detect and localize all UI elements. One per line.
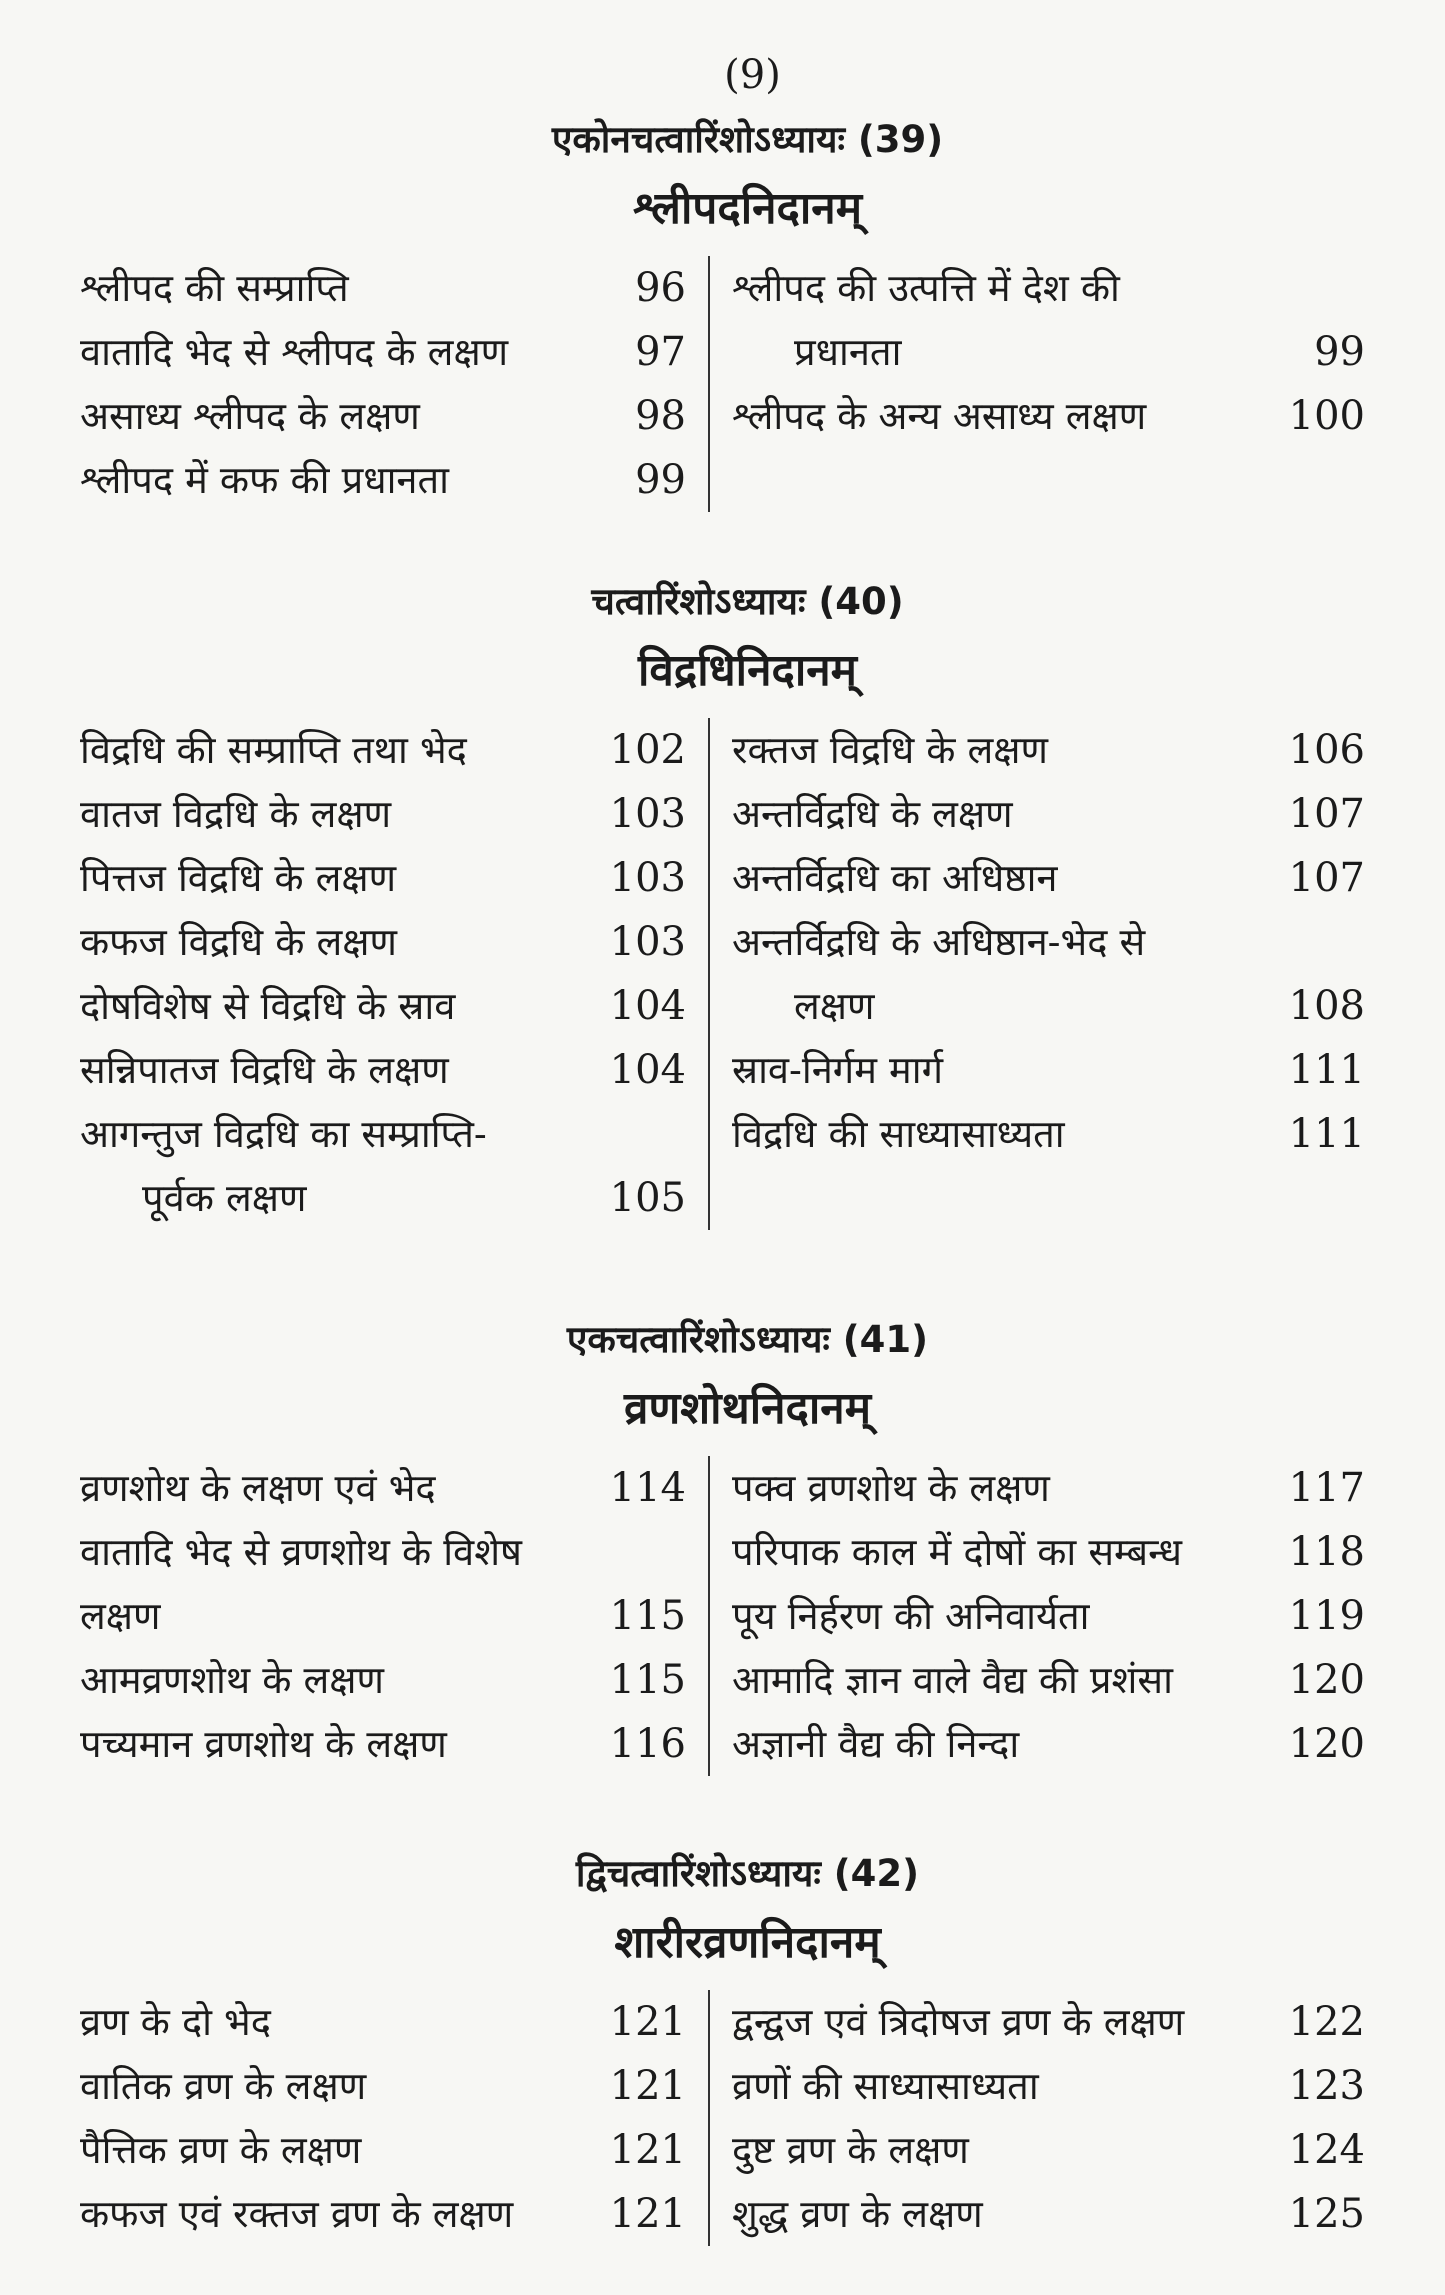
toc-entry [732,2182,1365,2246]
toc-entry-title [80,1990,596,2054]
toc-entry-title [80,384,596,448]
toc-entry [732,384,1365,448]
toc-entry-page: 107 [1288,791,1365,837]
toc-entry [732,910,1365,1038]
toc-entry [732,846,1365,910]
toc-entry-continuation: प्रधानता [794,330,902,374]
toc-entry-text: शुद्ध व्रण के लक्षण [732,2192,983,2236]
toc-entry-page: 121 [609,2063,686,2109]
toc-entry-page: 121 [609,2127,686,2173]
toc-entry [80,2054,686,2118]
toc-columns [80,256,1365,512]
toc-entry [732,256,1365,384]
toc-entry-text: श्लीपद के अन्य असाध्य लक्षण [732,394,1147,438]
chapter-heading: एकचत्वारिंशोऽध्यायः (41) [566,1318,929,1361]
toc-entry-page: 115 [609,1657,686,1703]
toc-entry-title [80,782,596,846]
toc-entry-text: अन्तर्विद्रधि का अधिष्ठान [732,856,1058,900]
toc-entry-page: 111 [1288,1047,1365,1093]
toc-entry-title [732,782,1275,846]
toc-entry-text: विद्रधि की सम्प्राप्ति तथा भेद [80,728,467,772]
toc-entry-title [80,1648,596,1712]
toc-entry [732,1990,1365,2054]
toc-entry-page: 116 [609,1721,686,1767]
toc-entry-text: रक्तज विद्रधि के लक्षण [732,728,1049,772]
toc-entry-page: 97 [635,329,686,375]
toc-entry-title [732,718,1275,782]
toc-entry [80,846,686,910]
toc-entry-text: पित्तज विद्रधि के लक्षण [80,856,397,900]
toc-entry-title [80,2054,596,2118]
toc-entry-title [80,1038,596,1102]
toc-entry-page: 99 [1314,329,1365,375]
toc-entry [732,1456,1365,1520]
toc-entry [732,718,1365,782]
toc-entry-title [80,1102,596,1230]
toc-entry-page: 106 [1288,727,1365,773]
toc-entry-title [80,2118,596,2182]
toc-entry [80,384,686,448]
toc-entry-page: 118 [1288,1529,1365,1575]
toc-right-column [708,256,1365,512]
toc-right-column [708,1990,1365,2246]
chapter-title: शारीरव्रणनिदानम् [614,1917,881,1968]
toc-entry-title [732,1990,1275,2054]
toc-entry-text: सन्निपातज विद्रधि के लक्षण [80,1048,449,1092]
toc-entry-page: 96 [635,265,686,311]
toc-entry [80,974,686,1038]
toc-entry-title [732,1102,1275,1166]
toc-entry-title [732,2182,1275,2246]
toc-entry [80,910,686,974]
toc-entry [80,2182,686,2246]
toc-right-column [708,1456,1365,1776]
toc-entry-page: 102 [609,727,686,773]
toc-entry-text: पक्व व्रणशोथ के लक्षण [732,1466,1050,1510]
toc-entry [732,1520,1365,1584]
toc-entry-title [732,2054,1275,2118]
toc-entry-title [80,1520,596,1584]
toc-entry-text: वातादि भेद से व्रणशोथ के विशेष [80,1530,522,1574]
chapter-heading: चत्वारिंशोऽध्यायः (40) [591,580,904,623]
chapter-39 [80,110,1365,512]
toc-left-column [80,256,708,512]
chapter-42 [80,1844,1365,2246]
toc-entry-page: 115 [609,1593,686,1639]
toc-left-column [80,1990,708,2246]
toc-entry [80,1990,686,2054]
toc-columns [80,1456,1365,1776]
toc-entry-page: 100 [1288,393,1365,439]
toc-entry-page: 108 [1288,983,1365,1029]
toc-entry [732,1712,1365,1776]
toc-entry-text: कफज एवं रक्तज व्रण के लक्षण [80,2192,514,2236]
toc-entry-title [732,846,1275,910]
toc-entry-page: 120 [1288,1657,1365,1703]
toc-entry-page: 114 [609,1465,686,1511]
toc-entry-title [732,384,1275,448]
toc-entry-title [80,1456,596,1520]
toc-entry-page: 98 [635,393,686,439]
toc-left-column [80,718,708,1230]
page-number: (9) [724,52,781,98]
toc-entry [80,1520,686,1584]
toc-entry-title [732,1712,1275,1776]
toc-entry-title [732,256,1275,384]
toc-entry-text: श्लीपद की सम्प्राप्ति [80,266,349,310]
toc-columns [80,718,1365,1230]
toc-entry-text: असाध्य श्लीपद के लक्षण [80,394,420,438]
toc-entry-title [80,846,596,910]
toc-entry [732,1102,1365,1166]
toc-entry-page: 111 [1288,1111,1365,1157]
toc-entry-title [80,1712,596,1776]
toc-entry-page: 104 [609,1047,686,1093]
toc-entry-text: आगन्तुज विद्रधि का सम्प्राप्ति- [80,1112,487,1156]
toc-entry-title [80,1584,596,1648]
toc-entry-title [80,2182,596,2246]
toc-entry [80,1038,686,1102]
toc-entry-text: पच्यमान व्रणशोथ के लक्षण [80,1722,447,1766]
chapter-title: श्लीपदनिदानम् [632,183,863,234]
toc-entry-title [732,1456,1275,1520]
toc-left-column [80,1456,708,1776]
toc-entry-text: वातादि भेद से श्लीपद के लक्षण [80,330,509,374]
toc-entry-text: आमादि ज्ञान वाले वैद्य की प्रशंसा [732,1658,1173,1702]
toc-entry-title [80,910,596,974]
toc-entry [80,320,686,384]
toc-entry [732,2118,1365,2182]
toc-entry [80,448,686,512]
toc-entry [732,782,1365,846]
toc-entry-page: 103 [609,919,686,965]
toc-right-column [708,718,1365,1230]
toc-entry-page: 122 [1288,1999,1365,2045]
toc-entry-page: 121 [609,2191,686,2237]
toc-entry-text: व्रणशोथ के लक्षण एवं भेद [80,1466,436,1510]
toc-entry-text: लक्षण [80,1594,161,1638]
toc-entry [80,1584,686,1648]
toc-entry-title [80,256,596,320]
toc-entry-page: 103 [609,855,686,901]
toc-entry-text: अन्तर्विद्रधि के अधिष्ठान-भेद से [732,920,1146,964]
toc-entry-text: श्लीपद में कफ की प्रधानता [80,458,449,502]
toc-entry-title [732,1038,1275,1102]
toc-entry-text: वातिक व्रण के लक्षण [80,2064,367,2108]
toc-entry-title [732,910,1275,1038]
toc-entry [80,2118,686,2182]
chapter-41 [80,1310,1365,1776]
toc-entry-text: पूय निर्हरण की अनिवार्यता [732,1594,1090,1638]
toc-entry-text: पैत्तिक व्रण के लक्षण [80,2128,362,2172]
toc-entry-page: 105 [609,1175,686,1221]
toc-entry-text: दुष्ट व्रण के लक्षण [732,2128,969,2172]
toc-entry-page: 121 [609,1999,686,2045]
toc-entry-title [80,974,596,1038]
toc-entry-text: व्रणों की साध्यासाध्यता [732,2064,1039,2108]
toc-entry [80,1712,686,1776]
toc-columns [80,1990,1365,2246]
toc-entry-page: 123 [1288,2063,1365,2109]
toc-entry-text: वातज विद्रधि के लक्षण [80,792,392,836]
chapter-heading: एकोनचत्वारिंशोऽध्यायः (39) [551,118,944,161]
toc-entry-title [80,320,596,384]
chapter-40 [80,572,1365,1230]
toc-entry-title [732,1584,1275,1648]
toc-entry-page: 104 [609,983,686,1029]
toc-entry-text: अन्तर्विद्रधि के लक्षण [732,792,1013,836]
toc-entry-title [732,1520,1275,1584]
toc-entry [80,1648,686,1712]
toc-entry-title [80,448,596,512]
toc-entry-title [80,718,596,782]
toc-entry-page: 125 [1288,2191,1365,2237]
chapter-title: विद्रधिनिदानम् [638,645,857,696]
toc-entry-text: दोषविशेष से विद्रधि के स्राव [80,984,456,1028]
chapter-title: व्रणशोथनिदानम् [623,1383,871,1434]
toc-entry-text: विद्रधि की साध्यासाध्यता [732,1112,1065,1156]
toc-entry [80,782,686,846]
toc-entry-page: 117 [1288,1465,1365,1511]
toc-entry-page: 124 [1288,2127,1365,2173]
toc-entry [732,1648,1365,1712]
toc-entry-text: परिपाक काल में दोषों का सम्बन्ध [732,1530,1182,1574]
toc-entry-title [732,2118,1275,2182]
toc-entry-continuation: लक्षण [794,984,875,1028]
toc-entry-text: कफज विद्रधि के लक्षण [80,920,397,964]
toc-entry-text: व्रण के दो भेद [80,2000,271,2044]
toc-entry [732,2054,1365,2118]
toc-entry [80,1102,686,1230]
toc-entry-page: 107 [1288,855,1365,901]
toc-entry-continuation: पूर्वक लक्षण [142,1176,307,1220]
toc-entry-page: 120 [1288,1721,1365,1767]
chapter-heading: द्विचत्वारिंशोऽध्यायः (42) [575,1852,920,1895]
toc-entry [732,1038,1365,1102]
toc-entry-page: 119 [1288,1593,1365,1639]
toc-entry-text: द्वन्द्वज एवं त्रिदोषज व्रण के लक्षण [732,2000,1185,2044]
toc-entry-text: स्राव-निर्गम मार्ग [732,1048,943,1092]
toc-entry-page: 103 [609,791,686,837]
toc-entry [80,718,686,782]
toc-entry [80,1456,686,1520]
toc-entry-page: 99 [635,457,686,503]
toc-entry [80,256,686,320]
toc-entry-text: आमव्रणशोथ के लक्षण [80,1658,384,1702]
toc-entry-text: अज्ञानी वैद्य की निन्दा [732,1722,1020,1766]
toc-entry [732,1584,1365,1648]
toc-entry-text: श्लीपद की उत्पत्ति में देश की [732,266,1120,310]
toc-entry-title [732,1648,1275,1712]
